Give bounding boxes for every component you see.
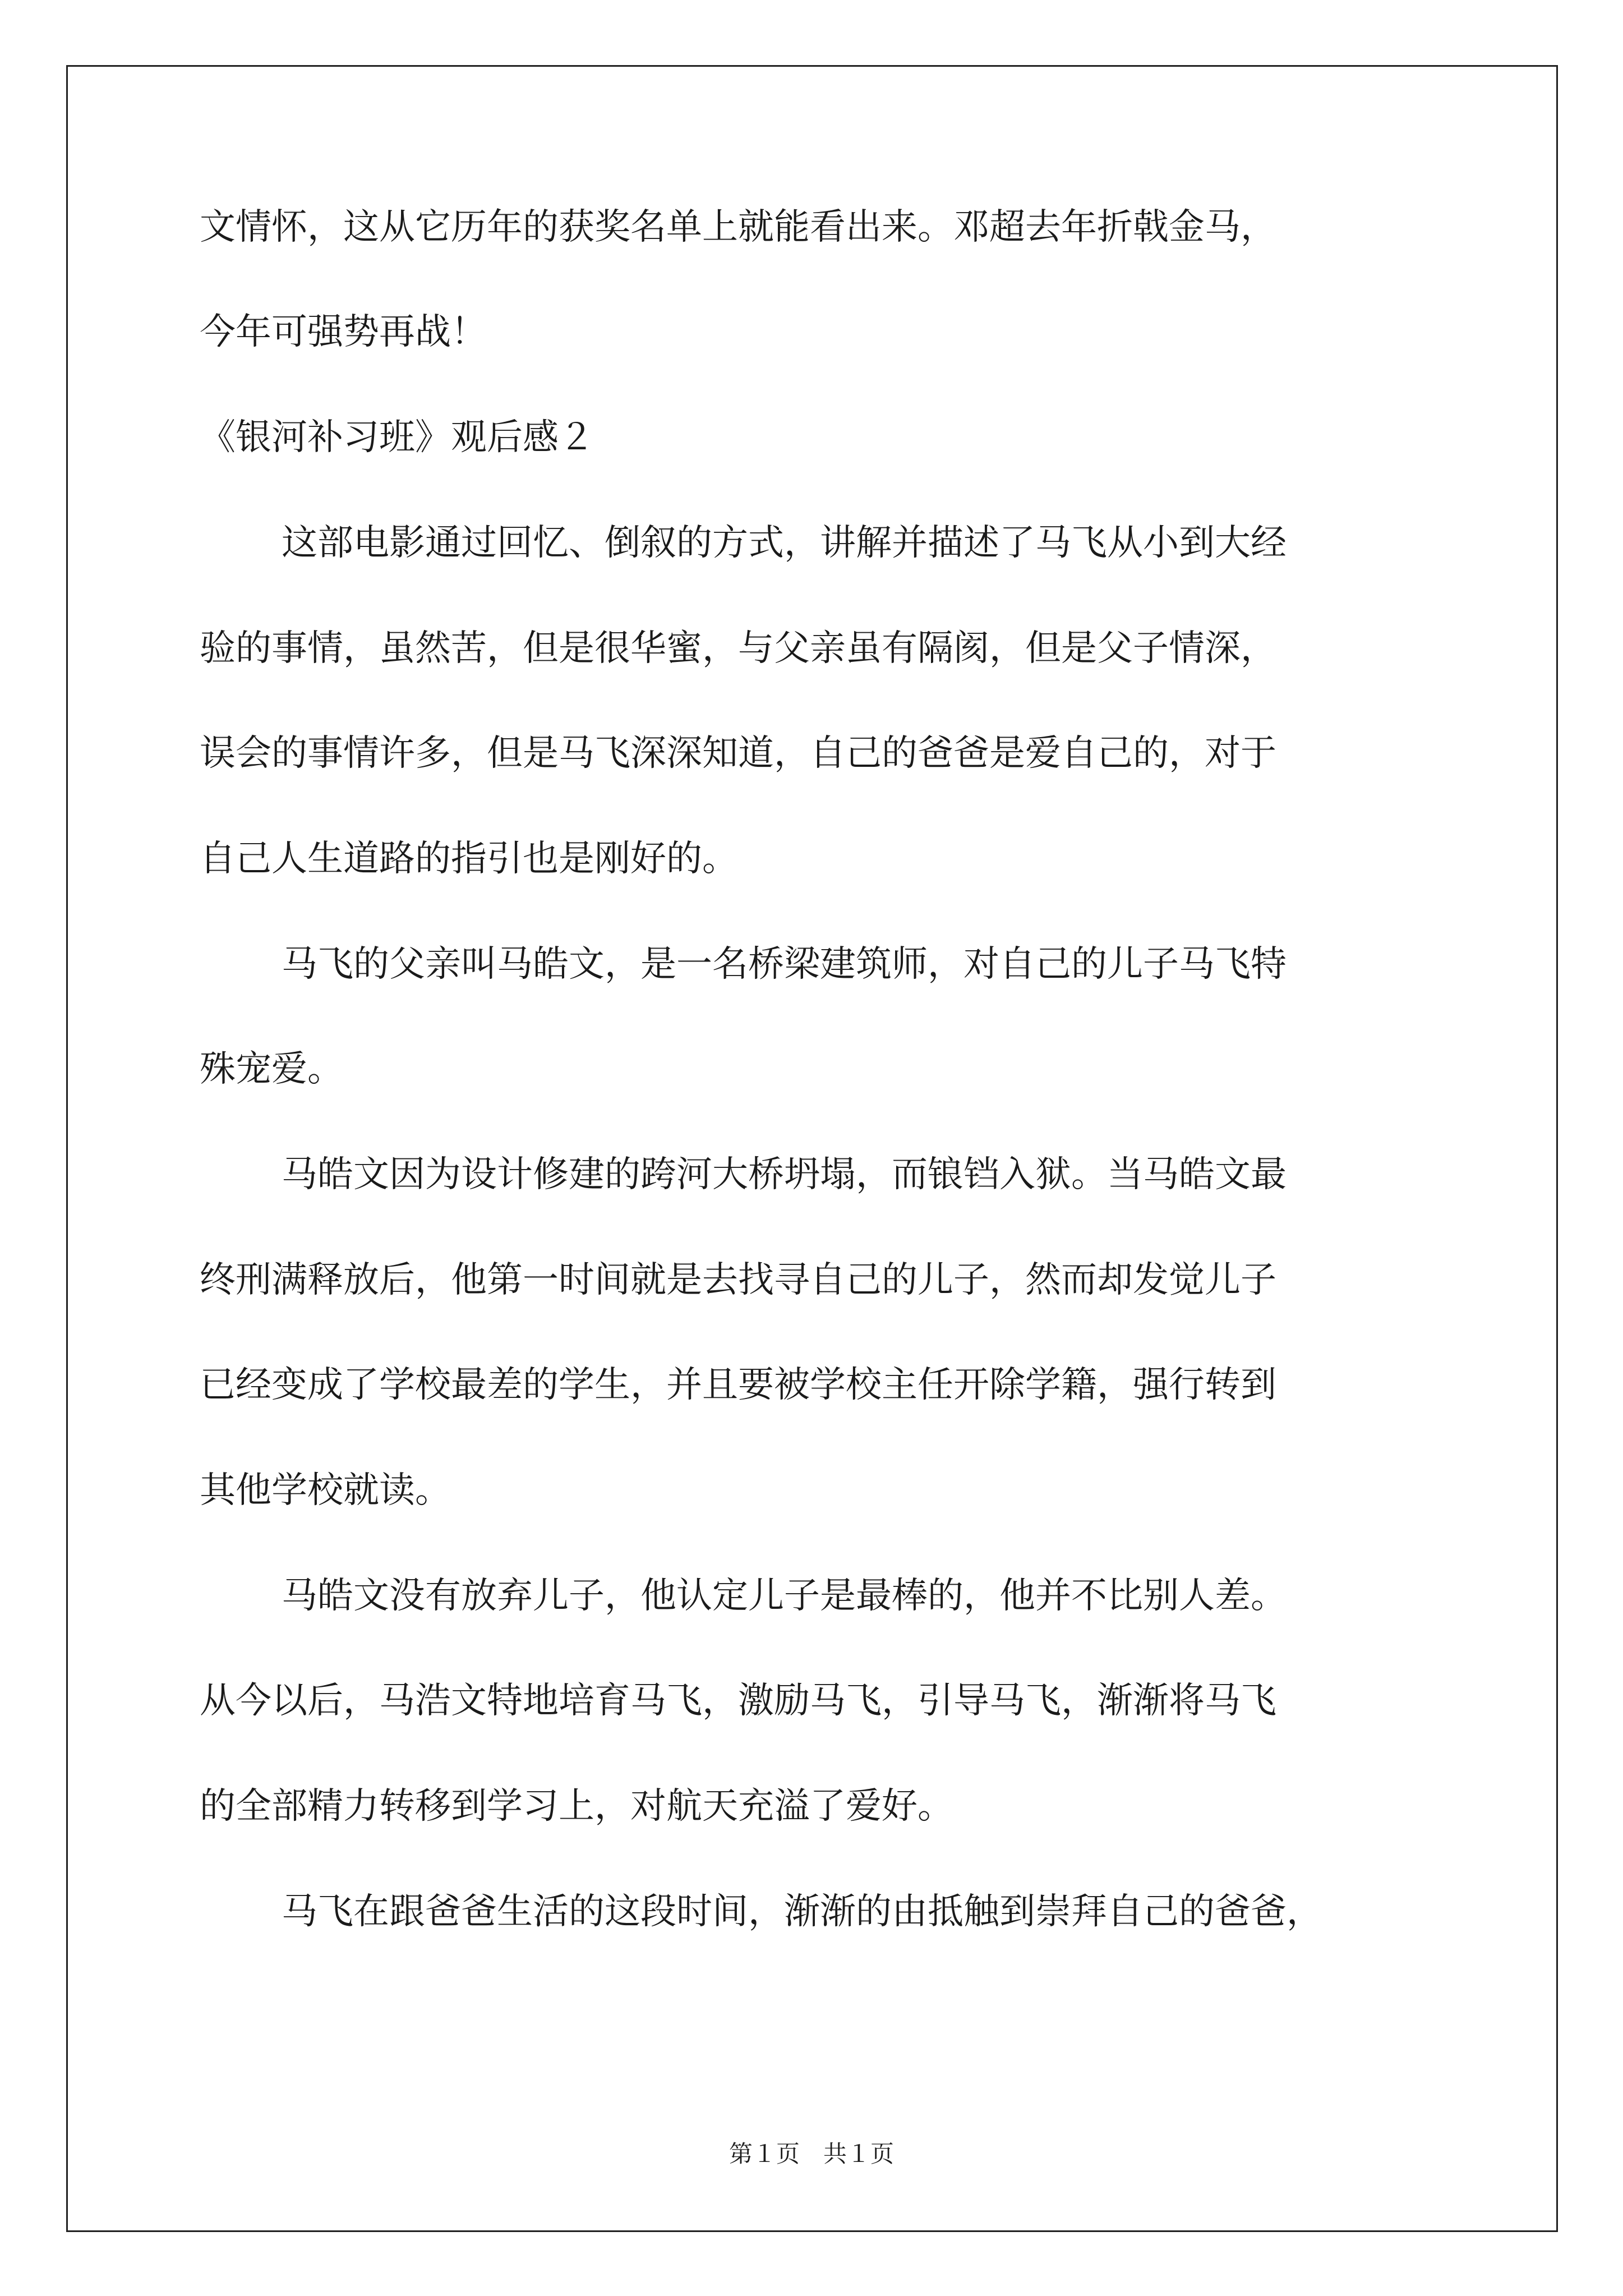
paragraph-line: 文情怀，这从它历年的获奖名单上就能看出来。邓超去年折戟金马， bbox=[200, 206, 1276, 248]
paragraph-line: 马飞在跟爸爸生活的这段时间，渐渐的由抵触到崇拜自己的爸爸， bbox=[282, 1891, 1322, 1932]
paragraph-line: 已经变成了学校最差的学生，并且要被学校主任开除学籍，强行转到 bbox=[200, 1364, 1276, 1406]
paragraph-line: 今年可强势再战！ bbox=[200, 311, 487, 353]
paragraph-line: 的全部精力转移到学习上，对航天充溢了爱好。 bbox=[200, 1786, 953, 1827]
paragraph-line: 误会的事情许多，但是马飞深深知道，自己的爸爸是爱自己的，对于 bbox=[200, 733, 1276, 774]
paragraph-line: 验的事情，虽然苦，但是很华蜜，与父亲虽有隔阂，但是父子情深， bbox=[200, 628, 1276, 669]
paragraph-line: 殊宠爱。 bbox=[200, 1048, 343, 1090]
paragraph-line: 这部电影通过回忆、倒叙的方式，讲解并描述了马飞从小到大经 bbox=[282, 522, 1287, 564]
paragraph-line: 从今以后，马浩文特地培育马飞，激励马飞，引导马飞，渐渐将马飞 bbox=[200, 1680, 1276, 1722]
page-number: 第１页 bbox=[728, 2140, 800, 2168]
paragraph-line: 其他学校就读。 bbox=[200, 1470, 451, 1511]
paragraph-line: 终刑满释放后，他第一时间就是去找寻自己的儿子，然而却发觉儿子 bbox=[200, 1259, 1276, 1301]
page-total: 共１页 bbox=[823, 2140, 895, 2168]
paragraph-line: 马皓文因为设计修建的跨河大桥坍塌，而锒铛入狱。当马皓文最 bbox=[282, 1154, 1287, 1195]
paragraph-line: 马飞的父亲叫马皓文，是一名桥梁建筑师，对自己的儿子马飞特 bbox=[282, 944, 1287, 985]
paragraph-line: 自己人生道路的指引也是刚好的。 bbox=[200, 838, 738, 880]
paragraph-line: 马皓文没有放弃儿子，他认定儿子是最棒的，他并不比别人差。 bbox=[282, 1575, 1287, 1617]
section-heading: 《银河补习班》观后感２ bbox=[200, 417, 594, 458]
page-footer bbox=[0, 2137, 1623, 2171]
